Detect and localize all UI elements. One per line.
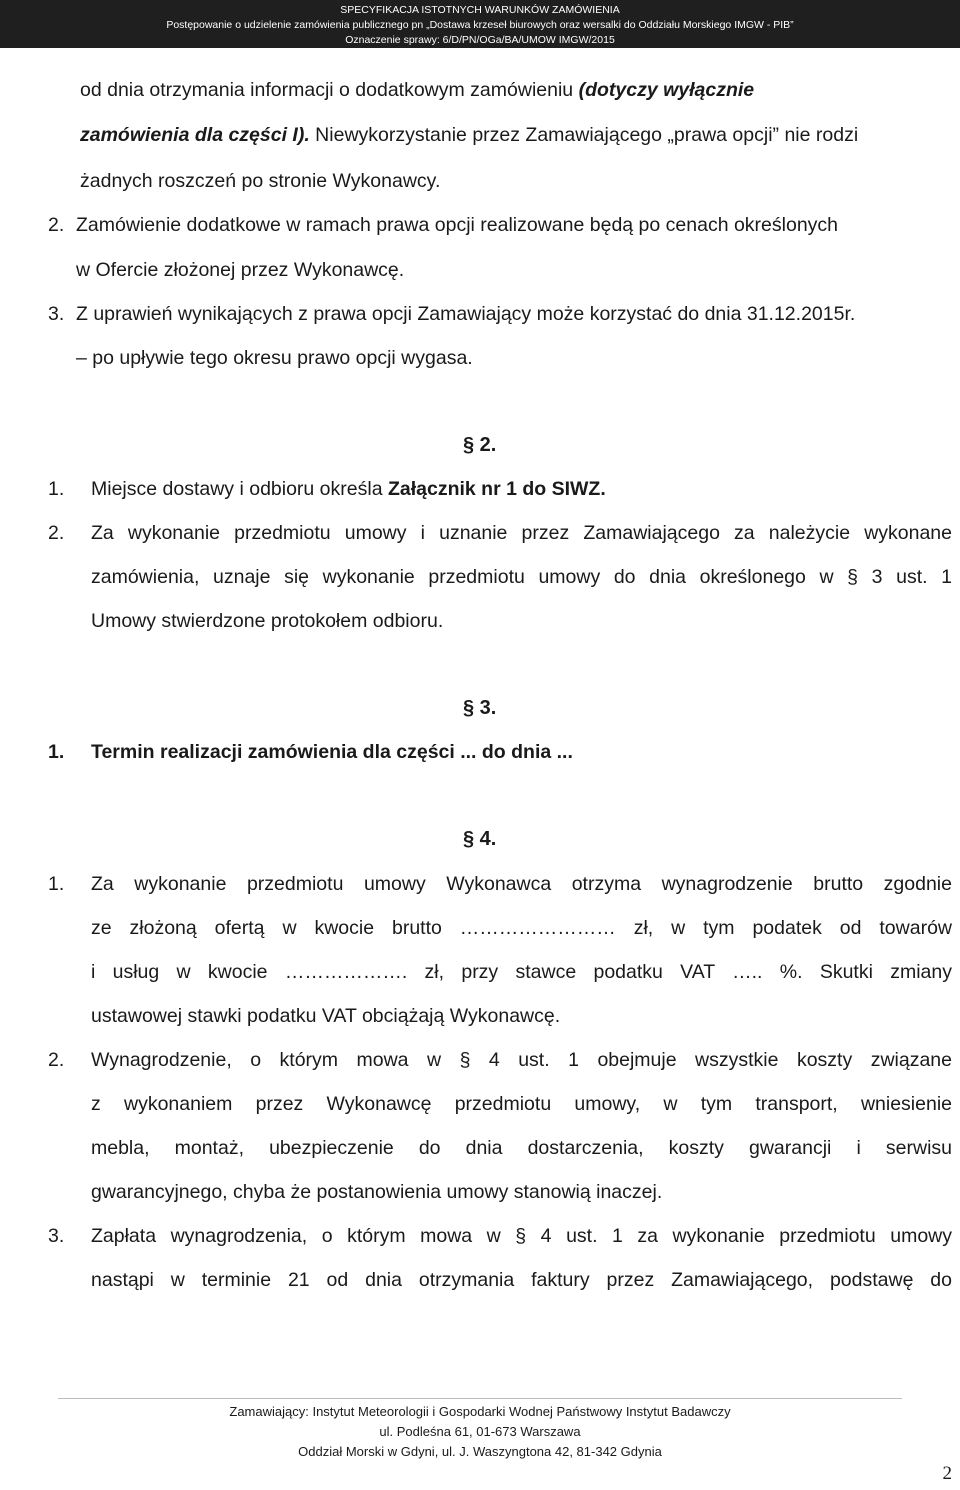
s4-item-2-line-3: mebla, montaż, ubezpieczenie do dnia dostarczenia, koszty gwarancji i serwisu — [91, 1137, 952, 1159]
intro-line-2-emphasis: zamówienia dla części I). — [80, 124, 310, 146]
s4-item-1-line-3: i usług w kwocie ………………. zł, przy stawce podatku VAT ….. %. Skutki zmiany — [91, 961, 952, 983]
intro-line-1-emphasis: (dotyczy wyłącznie — [578, 79, 755, 101]
s4-item-2-line-1: Wynagrodzenie, o którym mowa w § 4 ust. 1 obejmuje wszystkie koszty związane — [91, 1049, 952, 1071]
footer-address-branch: Oddział Morski w Gdyni, ul. J. Waszyngtona 42, 81-342 Gdynia — [298, 1444, 662, 1459]
header-procedure: Postępowanie o udzielenie zamówienia publicznego pn „Dostawa krzeseł biurowych oraz wersalki do Oddziału Morskiego IMGW - PIB” — [166, 19, 794, 31]
section-3-heading: § 3. — [463, 697, 497, 719]
s2-item-1-number: 1. — [48, 478, 65, 500]
intro-item-2-line-2: w Ofercie złożonej przez Wykonawcę. — [76, 259, 405, 281]
footer-address-hq: ul. Podleśna 61, 01-673 Warszawa — [379, 1424, 581, 1439]
page-number: 2 — [942, 1463, 952, 1484]
s4-item-3-line-1: Zapłata wynagrodzenia, o którym mowa w § 4 ust. 1 za wykonanie przedmiotu umowy — [91, 1225, 952, 1247]
s4-item-2-number: 2. — [48, 1049, 65, 1071]
s4-item-1-line-4: ustawowej stawki podatku VAT obciążają Wykonawcę. — [91, 1005, 561, 1027]
s2-item-2-line-2: zamówienia, uznaje się wykonanie przedmiotu umowy do dnia określonego w § 3 ust. 1 — [91, 566, 952, 588]
s2-item-1-text: Miejsce dostawy i odbioru określa — [91, 478, 388, 500]
intro-item-2-line-1: Zamówienie dodatkowe w ramach prawa opcji realizowane będą po cenach określonych — [76, 214, 839, 236]
s4-item-1-line-1: Za wykonanie przedmiotu umowy Wykonawca otrzyma wynagrodzenie brutto zgodnie — [91, 873, 952, 895]
intro-line-1 — [80, 79, 754, 102]
intro-line-2-text: Niewykorzystanie przez Zamawiającego „prawa opcji” nie rodzi — [309, 124, 859, 146]
document-header — [0, 0, 960, 48]
intro-line-1-text: od dnia otrzymania informacji o dodatkowym zamówieniu — [80, 79, 579, 101]
intro-item-3-number: 3. — [48, 303, 65, 325]
intro-item-3-line-2: – po upływie tego okresu prawo opcji wygasa. — [76, 347, 473, 369]
s4-item-3-line-2: nastąpi w terminie 21 od dnia otrzymania faktury przez Zamawiającego, podstawę do — [91, 1269, 952, 1291]
intro-line-2 — [80, 124, 858, 147]
footer-divider — [58, 1398, 902, 1399]
header-case-number: Oznaczenie sprawy: 6/D/PN/OGa/BA/UMOW IMGW/2015 — [345, 34, 615, 46]
s4-item-1-number: 1. — [48, 873, 65, 895]
intro-line-3: żadnych roszczeń po stronie Wykonawcy. — [80, 170, 441, 192]
s4-item-2-line-4: gwarancyjnego, chyba że postanowienia umowy stanowią inaczej. — [91, 1181, 663, 1203]
footer-institution: Zamawiający: Instytut Meteorologii i Gospodarki Wodnej Państwowy Instytut Badawczy — [229, 1404, 731, 1419]
s2-item-1 — [91, 478, 606, 501]
intro-item-3-line-1: Z uprawień wynikających z prawa opcji Zamawiający może korzystać do dnia 31.12.2015r. — [76, 303, 856, 325]
intro-item-2-number: 2. — [48, 214, 65, 236]
document-footer — [0, 1402, 960, 1462]
s3-item-1: Termin realizacji zamówienia dla części ... do dnia ... — [91, 741, 573, 763]
section-4-heading: § 4. — [463, 828, 497, 850]
s2-item-1-attachment: Załącznik nr 1 do SIWZ. — [387, 478, 606, 500]
s2-item-2-number: 2. — [48, 522, 65, 544]
s2-item-2-line-3: Umowy stwierdzone protokołem odbioru. — [91, 610, 444, 632]
s2-item-2-line-1: Za wykonanie przedmiotu umowy i uznanie przez Zamawiającego za należycie wykonane — [91, 522, 952, 544]
s4-item-2-line-2: z wykonaniem przez Wykonawcę przedmiotu umowy, w tym transport, wniesienie — [91, 1093, 952, 1115]
section-2-heading: § 2. — [463, 434, 497, 456]
s4-item-1-line-2: ze złożoną ofertą w kwocie brutto …………………… zł, w tym podatek od towarów — [91, 917, 952, 939]
s4-item-3-number: 3. — [48, 1225, 65, 1247]
s3-item-1-number: 1. — [48, 741, 65, 763]
header-title: SPECYFIKACJA ISTOTNYCH WARUNKÓW ZAMÓWIENIA — [340, 4, 620, 16]
